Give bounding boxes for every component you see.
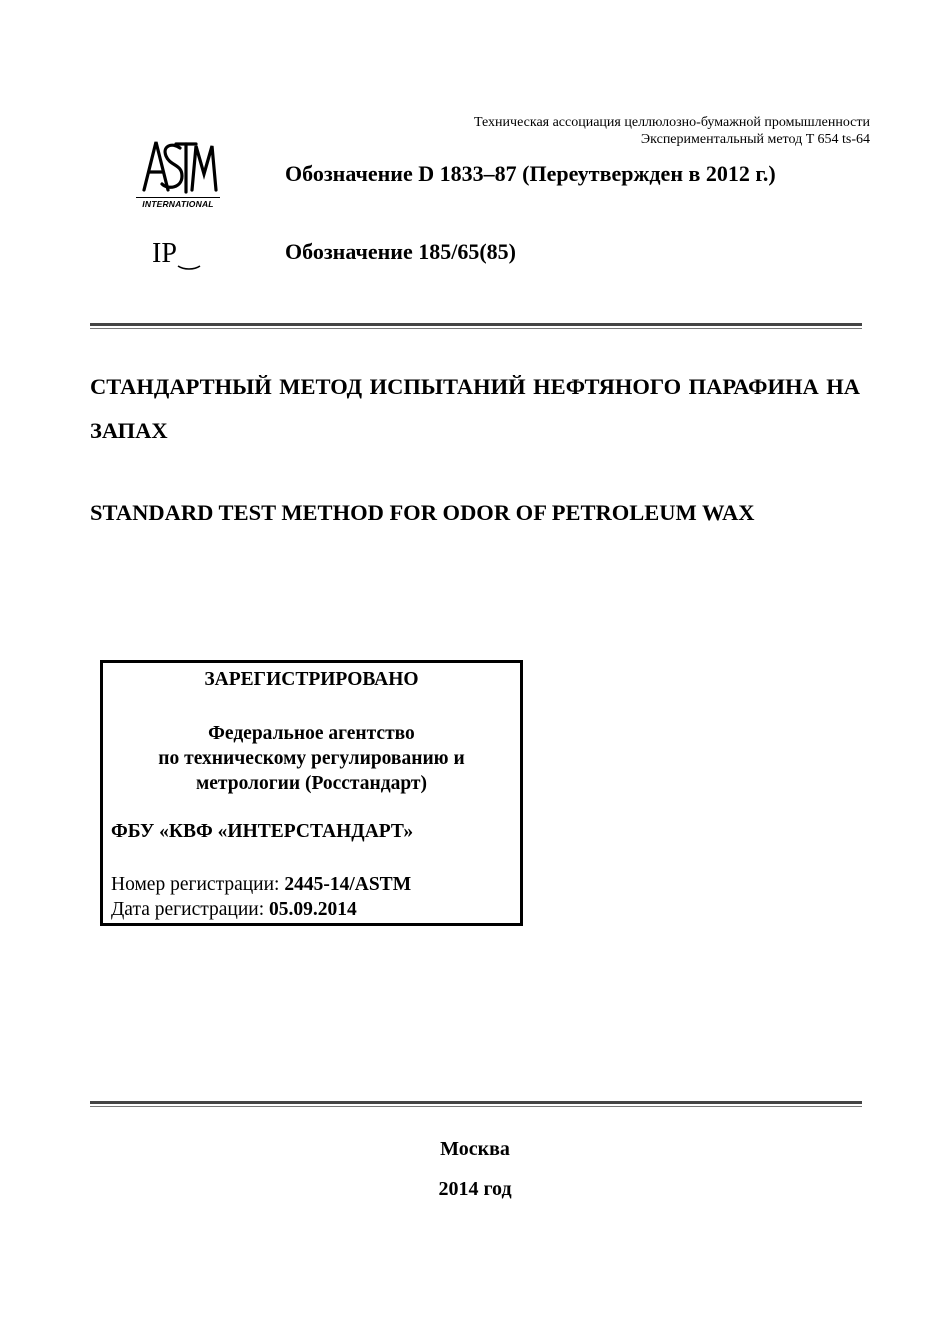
agency-line-2: по техническому регулированию и	[158, 748, 465, 769]
registration-number-label: Номер регистрации:	[111, 874, 280, 895]
top-divider	[90, 323, 862, 329]
tappi-reference	[474, 114, 870, 148]
ip-emblem-icon	[148, 236, 204, 272]
registration-organization: ФБУ «КВФ «ИНТЕРСТАНДАРТ»	[111, 821, 414, 842]
designation: Обозначение D 1833–87 (Переутвержден в 2012 г.)	[285, 161, 776, 186]
astm-emblem-icon	[136, 136, 220, 196]
registration-agency	[103, 721, 520, 796]
registration-date-value: 05.09.2014	[269, 899, 357, 920]
astm-logo-text: ASTM	[136, 136, 139, 137]
registration-heading: ЗАРЕГИСТРИРОВАНО	[204, 669, 419, 690]
tappi-association: Техническая ассоциация целлюлозно-бумажной промышленности	[474, 115, 870, 130]
astm-logo	[136, 136, 220, 212]
registration-number-value: 2445-14/ASTM	[284, 874, 412, 895]
publication-city: Москва	[440, 1138, 510, 1160]
agency-line-3: метрологии (Росстандарт)	[195, 773, 428, 794]
tappi-method: Экспериментальный метод T 654 ts-64	[640, 132, 870, 147]
ip-logo-text: IP	[152, 238, 177, 269]
registration-date-label: Дата регистрации:	[111, 899, 265, 920]
designation-ip: Обозначение 185/65(85)	[285, 239, 517, 264]
astm-wordmark: INTERNATIONAL	[136, 197, 220, 209]
ip-logo	[148, 236, 204, 272]
registration-stamp	[100, 660, 523, 926]
agency-line-1: Федеральное агентство	[208, 723, 415, 744]
title-english: STANDARD TEST METHOD FOR ODOR OF PETROLEUM WAX	[90, 500, 755, 525]
bottom-divider	[90, 1101, 862, 1107]
title-russian: СТАНДАРТНЫЙ МЕТОД ИСПЫТАНИЙ НЕФТЯНОГО ПАРАФИНА НА ЗАПАХ	[90, 374, 860, 443]
publication-year: 2014 год	[438, 1178, 512, 1200]
registration-date	[111, 899, 357, 921]
registration-number	[111, 874, 411, 896]
